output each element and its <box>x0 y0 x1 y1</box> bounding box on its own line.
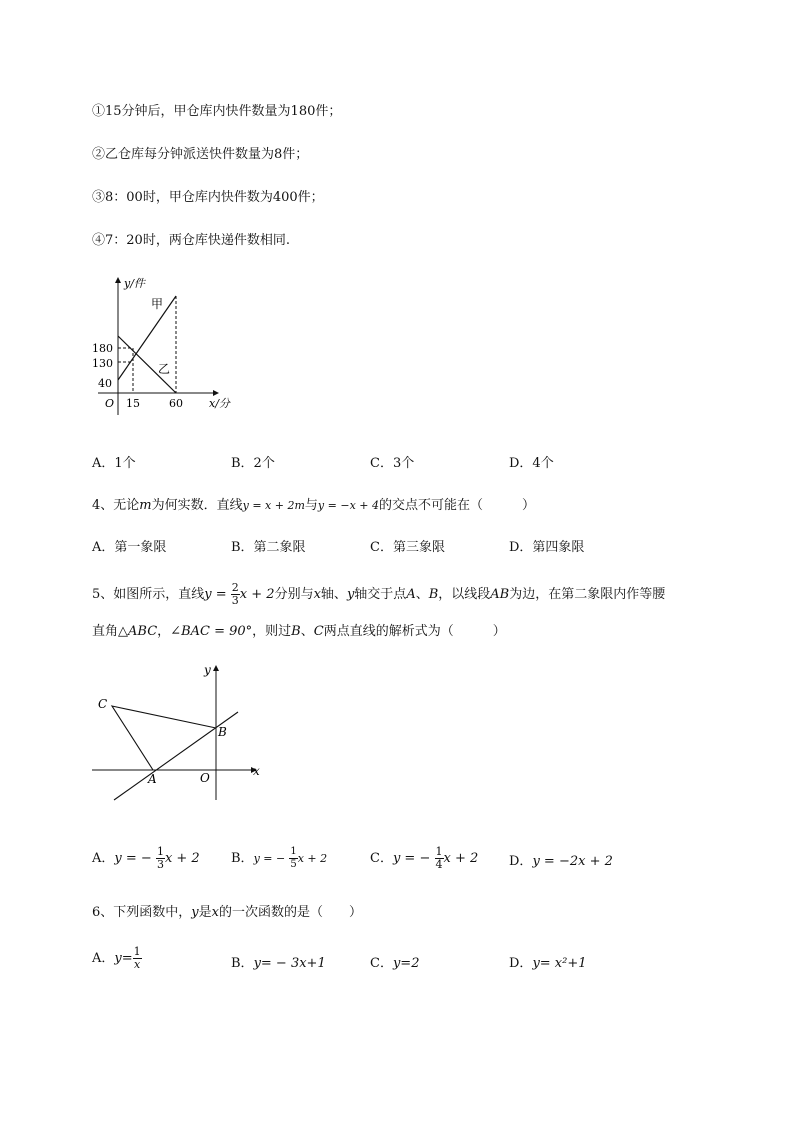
q3-option-a: A．1个 <box>92 456 136 471</box>
q5-option-a: A．y = − $\frac{1}{3}$ x + 2 <box>92 845 200 871</box>
statement-4: ④7：20时，两仓库快递件数相同. <box>92 233 290 248</box>
x-axis-label: x/分 <box>209 397 230 410</box>
x-label: x <box>253 764 260 778</box>
q6-option-b: B．y= − 3x+1 <box>231 956 326 971</box>
tick-60: 60 <box>169 397 183 410</box>
statement-3: ③8：00时，甲仓库内快件数为400件； <box>92 190 324 205</box>
origin-o: O <box>200 771 210 785</box>
q4-stem: 4、无论m为何实数．直线y = x + 2m与y = −x + 4的交点不可能在（ ） <box>92 498 535 513</box>
q5-stem-line2: 直角△ABC，∠BAC = 90°，则过B、C两点直线的解析式为（ ） <box>92 624 506 639</box>
q4-option-a: A．第一象限 <box>92 540 167 555</box>
q5-option-d: D．y = −2x + 2 <box>509 854 613 869</box>
line-yi-label: 乙 <box>158 362 171 376</box>
statement-2: ②乙仓库每分钟派送快件数量为8件； <box>92 147 309 162</box>
q4-option-b: B．第二象限 <box>231 540 306 555</box>
graph-warehouse <box>88 270 248 420</box>
y-axis-label: y/件 <box>124 277 145 290</box>
q5-stem-line1: 5、如图所示，直线y = $\frac{2}{3}$ x + 2分别与x轴、y轴交于点A、B，以线段AB为边，在第二象限内作等腰 <box>92 581 666 607</box>
q3-option-b: B．2个 <box>231 456 275 471</box>
q5-option-b: B．y = − $\frac{1}{5}$ x + 2 <box>231 846 328 870</box>
q4-option-d: D．第四象限 <box>509 540 585 555</box>
q6-stem: 6、下列函数中，y是x的一次函数的是（ ） <box>92 905 363 920</box>
q6-option-a: A．y= $\frac{1}{x}$ <box>92 945 141 971</box>
point-c: C <box>98 697 108 711</box>
q3-option-c: C．3个 <box>370 456 415 471</box>
tick-180: 180 <box>92 342 113 355</box>
q4-option-c: C．第三象限 <box>370 540 445 555</box>
statement-1: ①15分钟后，甲仓库内快件数量为180件； <box>92 104 342 119</box>
tick-15: 15 <box>126 397 140 410</box>
q6-option-c: C．y=2 <box>370 956 420 971</box>
point-b: B <box>218 725 227 739</box>
point-a: A <box>148 772 157 786</box>
q5-option-c: C．y = − $\frac{1}{4}$ x + 2 <box>370 845 479 871</box>
line-jia-label: 甲 <box>151 297 164 311</box>
q3-option-d: D．4个 <box>509 456 554 471</box>
q6-option-d: D．y= x²+1 <box>509 956 587 971</box>
q5-fraction: $\frac{2}{3}$ <box>231 581 239 607</box>
tick-130: 130 <box>92 357 113 370</box>
y-label: y <box>204 663 211 677</box>
tick-40: 40 <box>98 377 112 390</box>
origin-label: O <box>105 397 115 410</box>
graph-triangle <box>88 660 278 805</box>
